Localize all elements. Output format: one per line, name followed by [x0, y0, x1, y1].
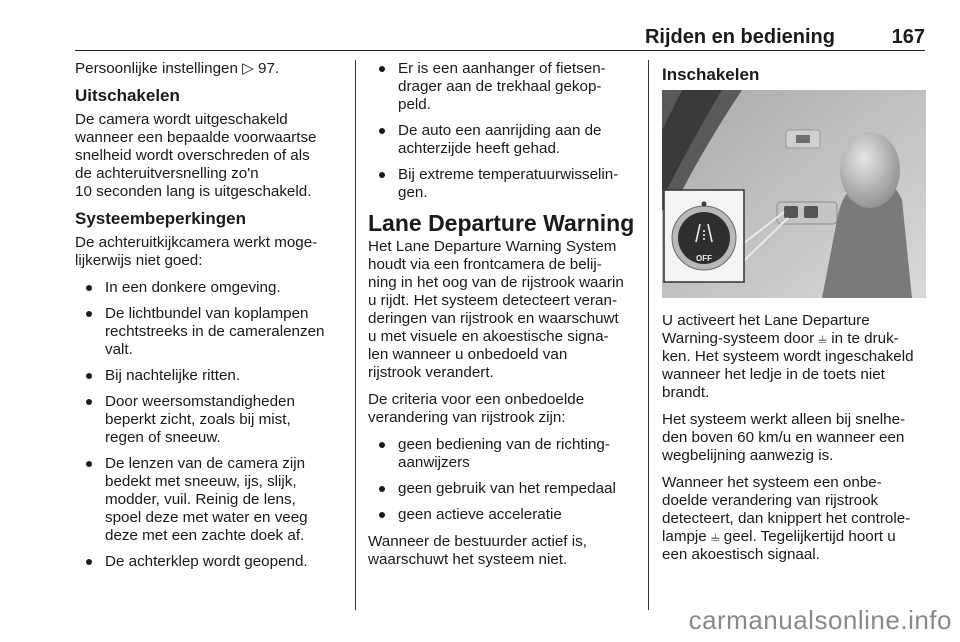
off-label: OFF — [696, 254, 712, 263]
bullet-icon — [379, 172, 385, 178]
column-1 — [75, 60, 343, 580]
bullet-icon — [86, 461, 92, 467]
limitations-list-continued — [368, 60, 636, 202]
column-2 — [368, 60, 636, 578]
paragraph-activeren: U activeert het Lane Departure Warning-systeem door ⫨ in te druk- ken. Het systeem wordt ingeschakeld wanneer het ledje in de toets niet brandt. — [662, 312, 914, 401]
list-item: De lenzen van de camera zijn bedekt met sneeuw, ijs, slijk, modder, vuil. Reinig de lens, spoel deze met water en veeg deze met een zachte doek af. — [75, 455, 343, 545]
bullet-icon — [379, 128, 385, 134]
bullet-icon — [86, 373, 92, 379]
list-item: Bij nachtelijke ritten. — [75, 367, 343, 385]
criteria-list — [368, 436, 636, 524]
paragraph-uitschakelen: De camera wordt uitgeschakeld wanneer een bepaalde voorwaartse snelheid wordt overschreden of als de achteruitversnelling zo'n 10 seconden lang is uitgeschakeld. — [75, 111, 317, 200]
bullet-icon — [86, 559, 92, 565]
bullet-icon — [379, 66, 385, 72]
intro-text: Persoonlijke instellingen ▷ 97. — [75, 60, 280, 77]
list-item: geen actieve acceleratie — [368, 506, 636, 524]
bullet-icon — [86, 311, 92, 317]
header-title: Rijden en bediening — [644, 26, 835, 48]
paragraph-beperkingen: De achteruitkijkcamera werkt moge- lijkerwijs niet goed: — [75, 234, 318, 269]
list-item: Door weersomstandigheden beperkt zicht, zoals bij mist, regen of sneeuw. — [75, 393, 343, 447]
column-divider-2 — [648, 60, 649, 610]
column-3 — [662, 60, 926, 573]
bullet-icon — [86, 399, 92, 405]
dashboard-photo — [662, 90, 926, 298]
bullet-icon — [379, 442, 385, 448]
paragraph-snelheid: Het systeem werkt alleen bij snelhe- den boven 60 km/u en wanneer een wegbelijning aanwezig is. — [662, 411, 906, 464]
paragraph-waarschuwing: Wanneer het systeem een onbe- doelde verandering van rijstrook detecteert, dan knippert het controle- lampje ⫨ geel. Tegelijkertijd hoort u een akoestisch signaal. — [662, 474, 911, 563]
heading-lane-departure-warning: Lane Departure Warning — [368, 210, 635, 236]
heading-systeembeperkingen: Systeembeperkingen — [75, 209, 247, 228]
page-number: 167 — [891, 26, 925, 48]
bullet-icon — [86, 285, 92, 291]
page-header — [75, 22, 925, 51]
list-item: geen bediening van de richting- aanwijzers — [368, 436, 636, 472]
column-divider-1 — [355, 60, 356, 610]
limitations-list — [75, 279, 343, 571]
heading-uitschakelen: Uitschakelen — [75, 86, 180, 105]
list-item: In een donkere omgeving. — [75, 279, 343, 297]
list-item: Bij extreme temperatuurwisselin- gen. — [368, 166, 636, 202]
bullet-icon — [379, 512, 385, 518]
list-item: De achterklep wordt geopend. — [75, 553, 343, 571]
paragraph-criteria: De criteria voor een onbedoelde verandering van rijstrook zijn: — [368, 391, 585, 426]
bullet-icon — [379, 486, 385, 492]
paragraph-ldw: Het Lane Departure Warning System houdt via een frontcamera de belij- ning in het oog van de rijstrook waarin u rijdt. Het systeem detecteert veran- deringen van rijstrook en waarschuwt u met visuele en akoestische signa- len wanneer u onbedoeld van rijstrook verandert. — [368, 238, 624, 381]
list-item: geen gebruik van het rempedaal — [368, 480, 636, 498]
list-item: De lichtbundel van koplampen rechtstreeks in de cameralenzen valt. — [75, 305, 343, 359]
watermark: carmanualsonline.info — [688, 605, 952, 635]
heading-inschakelen: Inschakelen — [662, 65, 760, 84]
list-item: Er is een aanhanger of fietsen- drager aan de trekhaal gekop- peld. — [368, 60, 636, 114]
list-item: De auto een aanrijding aan de achterzijde heeft gehad. — [368, 122, 636, 158]
lane-departure-icon — [692, 222, 716, 244]
paragraph-bestuurder: Wanneer de bestuurder actief is, waarschuwt het systeem niet. — [368, 533, 587, 568]
